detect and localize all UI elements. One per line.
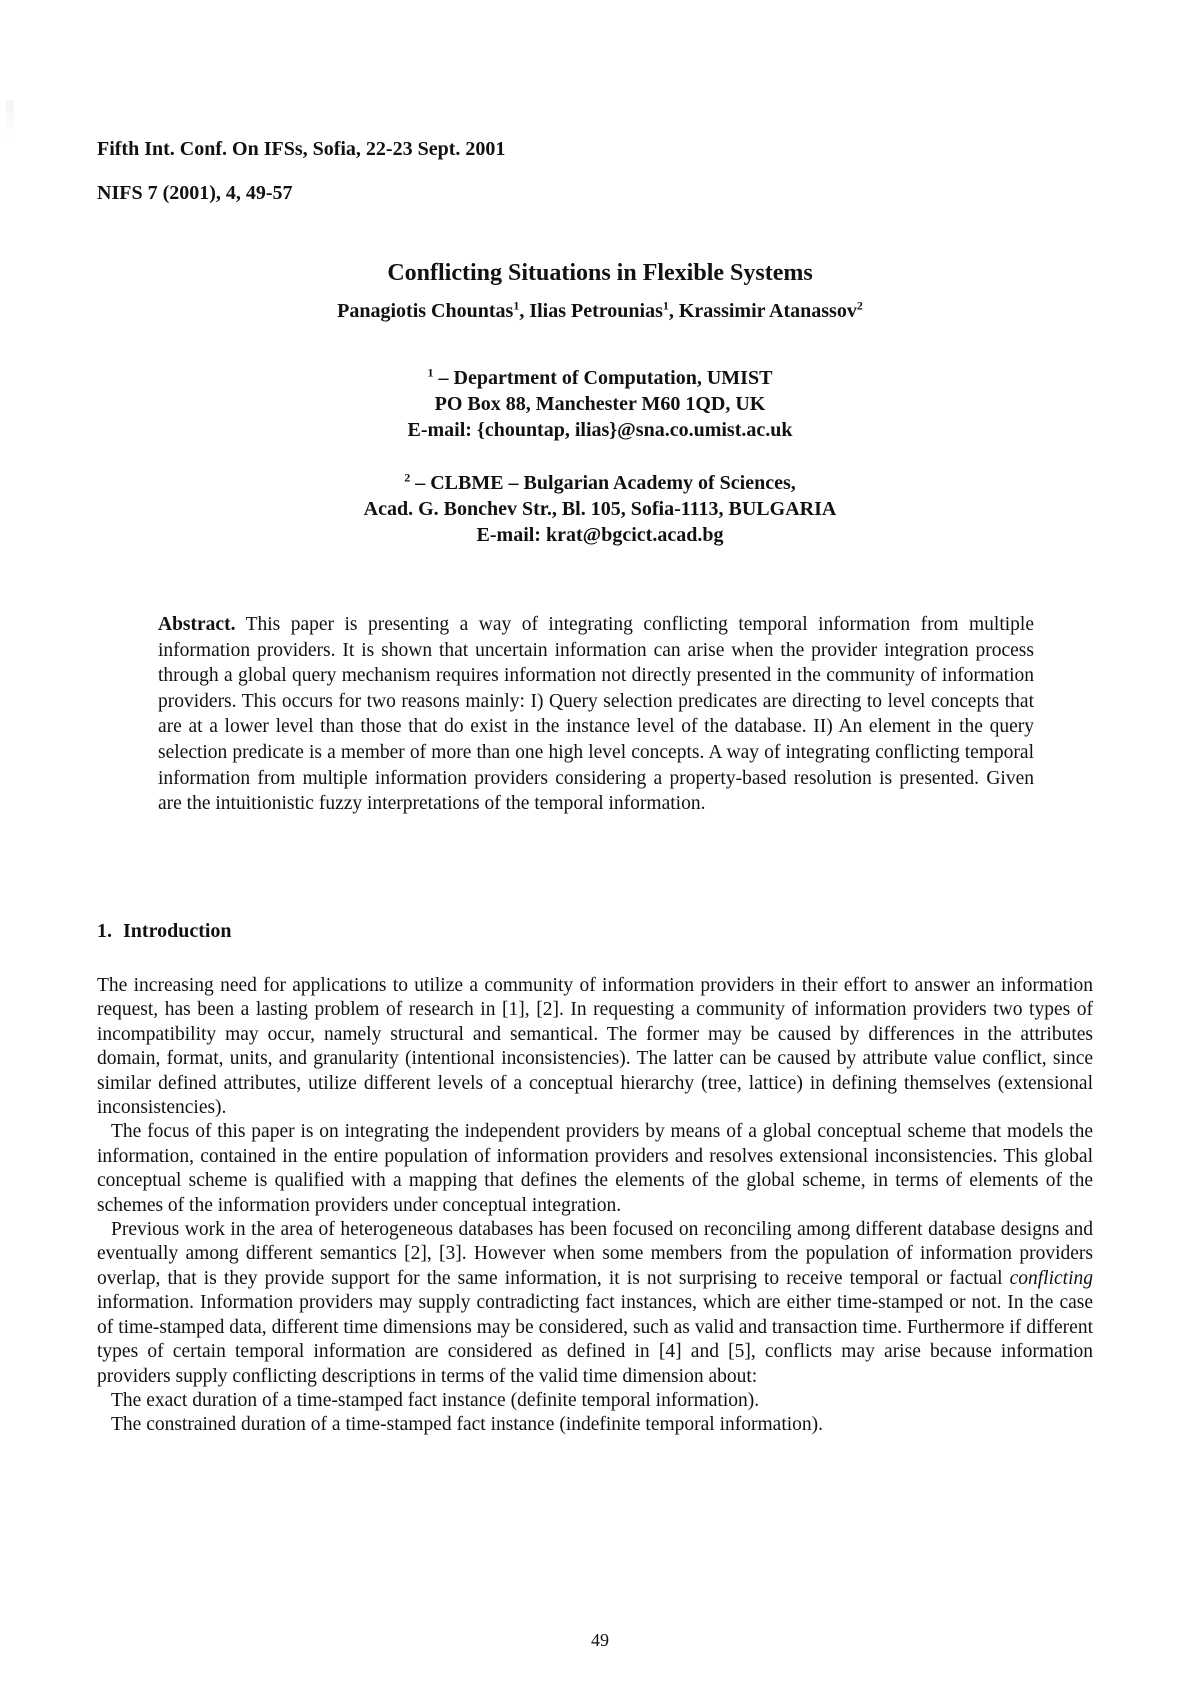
paper-title: Conflicting Situations in Flexible Systems [387, 260, 813, 286]
list-item: The exact duration of a time-stamped fact instance (definite temporal information). [111, 1389, 760, 1411]
page-number: 49 [591, 1630, 609, 1650]
emphasis: conflicting [1009, 1267, 1093, 1289]
author-name: Panagiotis Chountas [337, 300, 514, 322]
affiliation-2 [0, 470, 1200, 548]
paragraph-text: Previous work in the area of heterogeneous databases has been focused on reconciling among different database designs and eventually among different semantics [2], [3]. However when some members from the population of information providers overlap, that is they provide support for the same information, it is not surprising to receive temporal or factual [97, 1219, 1093, 1289]
abstract-text: This paper is presenting a way of integrating conflicting temporal information from multiple information providers. It is shown that uncertain information can arise when the provider integration process through a global query mechanism requires information not directly presented in the community of information providers. This occurs for two reasons mainly: I) Query selection predicates are directing to level concepts that are at a lower level than those that do exist in the instance level of the database. II) An element in the query selection predicate is a member of more than one high level concepts. A way of integrating conflicting temporal information from multiple information providers considering a property-based resolution is presented. Given are the intuitionistic fuzzy interpretations of the temporal information. [158, 614, 1034, 815]
conference-header: Fifth Int. Conf. On IFSs, Sofia, 22-23 Sept. 2001 [97, 138, 506, 160]
section-title: Introduction [123, 920, 232, 942]
scan-artifact [6, 100, 14, 140]
paragraph: The focus of this paper is on integrating the independent providers by means of a global conceptual scheme that models the information, contained in the entire population of information providers and resolves extensional inconsistencies. This global conceptual scheme is qualified with a mapping that defines the elements of the global scheme, in terms of elements of the schemes of the information providers under conceptual integration. [97, 1121, 1093, 1216]
section-heading [97, 920, 232, 943]
email: E-mail: krat@bgcict.acad.bg [476, 524, 724, 546]
paragraph: The increasing need for applications to utilize a community of information providers in their effort to answer an information request, has been a lasting problem of research in [1], [2]. In requesting a community of information providers two types of incompatibility may occur, namely structural and semantical. The former may be caused by differences in the attributes domain, format, units, and granularity (intentional inconsistencies). The latter can be caused by attribute value conflict, since similar defined attributes, utilize different levels of a conceptual hierarchy (tree, lattice) in defining themselves (extensional inconsistencies). [97, 975, 1093, 1119]
body-text [97, 974, 1093, 1438]
journal-reference: NIFS 7 (2001), 4, 49-57 [97, 182, 293, 204]
paragraph [97, 1218, 1093, 1389]
author-name: Krassimir Atanassov [678, 300, 857, 322]
affiliation-mark: 1 [662, 298, 669, 313]
abstract [158, 612, 1034, 817]
separator: , [519, 300, 530, 322]
section-number: 1. [97, 920, 112, 942]
address: Acad. G. Bonchev Str., Bl. 105, Sofia-1113, BULGARIA [363, 498, 837, 520]
affiliation-mark: 1 [427, 365, 434, 380]
affiliation-mark: 1 [513, 298, 520, 313]
list-item: The constrained duration of a time-stamped fact instance (indefinite temporal information). [111, 1414, 824, 1436]
department: – CLBME – Bulgarian Academy of Sciences, [410, 472, 796, 494]
paragraph-text: information. Information providers may supply contradicting fact instances, which are either time-stamped or not. In the case of time-stamped data, different time dimensions may be considered, such as valid and transaction time. Furthermore if different types of certain temporal information are considered as defined in [4] and [5], conflicts may arise because information providers supply conflicting descriptions in terms of the valid time dimension about: [97, 1292, 1093, 1387]
affiliation-1 [0, 365, 1200, 443]
author-list [0, 300, 1200, 323]
separator: , [668, 300, 679, 322]
affiliation-line [0, 470, 1200, 496]
affiliation-mark: 2 [404, 470, 411, 485]
affiliation-mark: 2 [856, 298, 863, 313]
author-name: Ilias Petrounias [529, 300, 663, 322]
email: E-mail: {chountap, ilias}@sna.co.umist.ac.uk [407, 419, 793, 441]
address: PO Box 88, Manchester M60 1QD, UK [434, 393, 766, 415]
department: – Department of Computation, UMIST [433, 367, 773, 389]
affiliation-line [0, 365, 1200, 391]
abstract-label: Abstract. [158, 614, 236, 635]
